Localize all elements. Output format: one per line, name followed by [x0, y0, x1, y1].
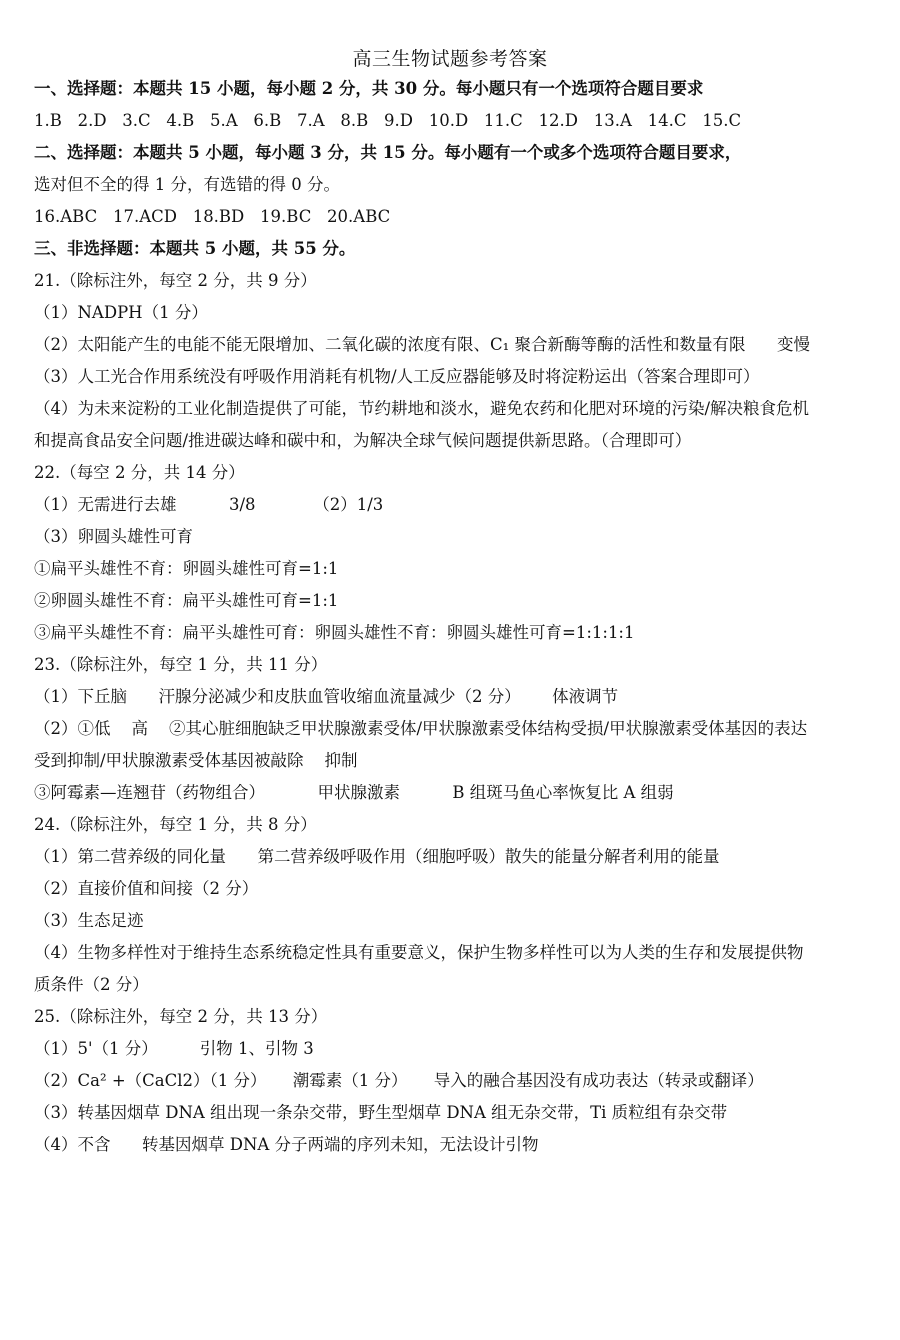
q21-part-1: （1）NADPH（1 分）	[34, 303, 208, 322]
q23-part-2: （2）①低 高 ②其心脏细胞缺乏甲状腺激素受体/甲状腺激素受体结构受损/甲状腺激素受体基因的表达	[34, 719, 808, 738]
q22-case-3: ③扁平头雄性不育：扁平头雄性可育：卵圆头雄性不育：卵圆头雄性可育=1:1:1:1	[34, 623, 635, 642]
answer-body	[34, 73, 872, 1161]
q24-part-3: （3）生态足迹	[34, 911, 144, 930]
q21-part-4: （4）为未来淀粉的工业化制造提供了可能，节约耕地和淡水，避免农药和化肥对环境的污染/解决粮食危机	[34, 399, 810, 418]
q22-case-2: ②卵圆头雄性不育：扁平头雄性可育=1:1	[34, 591, 339, 610]
q21-part-2: （2）太阳能产生的电能不能无限增加、二氧化碳的浓度有限、C₁ 聚合新酶等酶的活性和数量有限 变慢	[34, 335, 810, 354]
q23-part-2-cont: 受到抑制/甲状腺激素受体基因被敲除 抑制	[34, 751, 358, 770]
q25-part-3: （3）转基因烟草 DNA 组出现一条杂交带，野生型烟草 DNA 组无杂交带，Ti 质粒组有杂交带	[34, 1103, 728, 1122]
q23-part-2-3: ③阿霉素—连翘苷（药物组合） 甲状腺激素 B 组斑马鱼心率恢复比 A 组弱	[34, 783, 674, 802]
q21-part-4-cont: 和提高食品安全问题/推进碳达峰和碳中和，为解决全球气候问题提供新思路。（合理即可）	[34, 431, 692, 450]
q22-header: 22.（每空 2 分，共 14 分）	[34, 463, 245, 482]
q24-header: 24.（除标注外，每空 1 分，共 8 分）	[34, 815, 317, 834]
page-title: 高三生物试题参考答案	[352, 48, 548, 70]
q24-part-1: （1）第二营养级的同化量 第二营养级呼吸作用（细胞呼吸）散失的能量分解者利用的能量	[34, 847, 720, 866]
q22-case-1: ①扁平头雄性不育：卵圆头雄性可育=1:1	[34, 559, 339, 578]
section-1-heading: 一、选择题：本题共 15 小题，每小题 2 分，共 30 分。每小题只有一个选项符合题目要求	[34, 79, 704, 98]
q24-part-2: （2）直接价值和间接（2 分）	[34, 879, 259, 898]
section-2-answers: 16.ABC 17.ACD 18.BD 19.BC 20.ABC	[34, 207, 391, 226]
q24-part-4-cont: 质条件（2 分）	[34, 975, 149, 994]
q25-part-1: （1）5'（1 分） 引物 1、引物 3	[34, 1039, 314, 1058]
q21-header: 21.（除标注外，每空 2 分，共 9 分）	[34, 271, 317, 290]
q22-part-3: （3）卵圆头雄性可育	[34, 527, 193, 546]
q25-part-2: （2）Ca² +（CaCl2）（1 分） 潮霉素（1 分） 导入的融合基因没有成功表达（转录或翻译）	[34, 1071, 764, 1090]
section-3-heading: 三、非选择题：本题共 5 小题，共 55 分。	[34, 239, 356, 258]
q23-header: 23.（除标注外，每空 1 分，共 11 分）	[34, 655, 328, 674]
section-2-scoring-note: 选对但不全的得 1 分，有选错的得 0 分。	[34, 175, 340, 194]
q25-header: 25.（除标注外，每空 2 分，共 13 分）	[34, 1007, 328, 1026]
q22-part-1-2: （1）无需进行去雄 3/8 （2）1/3	[34, 495, 384, 514]
q21-part-3: （3）人工光合作用系统没有呼吸作用消耗有机物/人工反应器能够及时将淀粉运出（答案合理即可）	[34, 367, 760, 386]
q25-part-4: （4）不含 转基因烟草 DNA 分子两端的序列未知，无法设计引物	[34, 1135, 539, 1154]
section-1-answers: 1.B 2.D 3.C 4.B 5.A 6.B 7.A 8.B 9.D 10.D 11.C 12.D 13.A 14.C 15.C	[34, 111, 742, 130]
q23-part-1: （1）下丘脑 汗腺分泌减少和皮肤血管收缩血流量减少（2 分） 体液调节	[34, 687, 619, 706]
section-2-heading: 二、选择题：本题共 5 小题，每小题 3 分，共 15 分。每小题有一个或多个选项符合题目要求，	[34, 143, 742, 162]
q24-part-4: （4）生物多样性对于维持生态系统稳定性具有重要意义，保护生物多样性可以为人类的生存和发展提供物	[34, 943, 804, 962]
